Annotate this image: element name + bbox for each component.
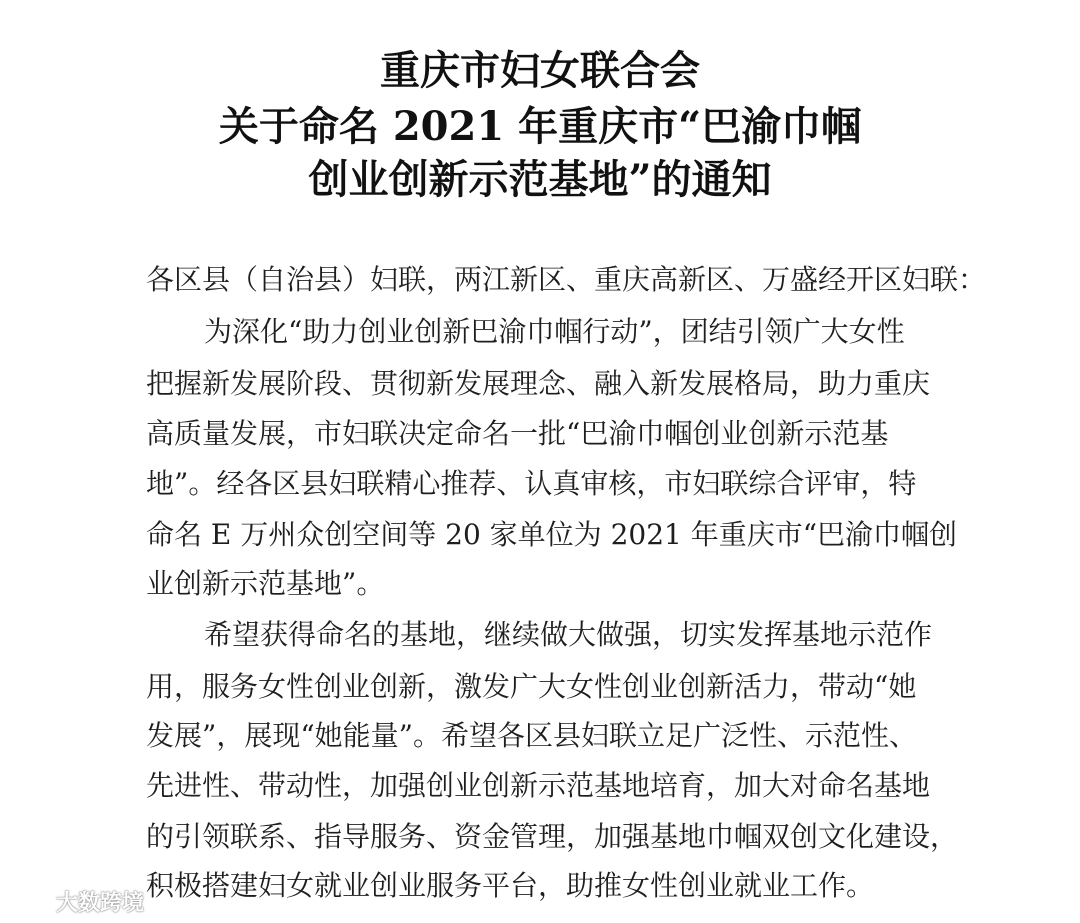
document-title-line-1: 重庆市妇女联合会 xyxy=(380,47,700,94)
paragraph-line: 把握新发展阶段、贯彻新发展理念、融入新发展格局，助力重庆 xyxy=(146,367,931,400)
paragraph-line: 希望获得命名的基地，继续做大做强，切实发挥基地示范作 xyxy=(204,618,933,651)
watermark-text: 大数跨境 xyxy=(56,890,145,916)
paragraph-line: 业创新示范基地”。 xyxy=(146,567,385,600)
document-title-line-2: 关于命名 2021 年重庆市“巴渝巾帼 xyxy=(218,103,862,150)
paragraph-line: 高质量发展，市妇联决定命名一批“巴渝巾帼创业创新示范基 xyxy=(146,417,889,450)
paragraph-line: 为深化“助力创业创新巴渝巾帼行动”，团结引领广大女性 xyxy=(204,315,905,348)
paragraph-line: 用，服务女性创业创新，激发广大女性创业创新活力，带动“她 xyxy=(146,670,917,703)
paragraph-line: 的引领联系、指导服务、资金管理，加强基地巾帼双创文化建设， xyxy=(146,820,959,853)
paragraph-line: 发展”，展现“她能量”。希望各区县妇联立足广泛性、示范性、 xyxy=(146,719,917,752)
document-title-line-3: 创业创新示范基地”的通知 xyxy=(308,156,772,203)
paragraph-line: 积极搭建妇女就业创业服务平台，助推女性创业就业工作。 xyxy=(146,869,875,902)
paragraph-line: 命名 E 万州众创空间等 20 家单位为 2021 年重庆市“巴渝巾帼创 xyxy=(146,518,958,551)
dashu-logo-icon xyxy=(10,888,50,914)
watermark xyxy=(10,884,144,918)
salutation: 各区县（自治县）妇联，两江新区、重庆高新区、万盛经开区妇联： xyxy=(146,263,987,296)
paragraph-line: 地”。经各区县妇联精心推荐、认真审核，市妇联综合评审，特 xyxy=(146,467,917,500)
paragraph-line: 先进性、带动性，加强创业创新示范基地培育，加大对命名基地 xyxy=(146,769,931,802)
